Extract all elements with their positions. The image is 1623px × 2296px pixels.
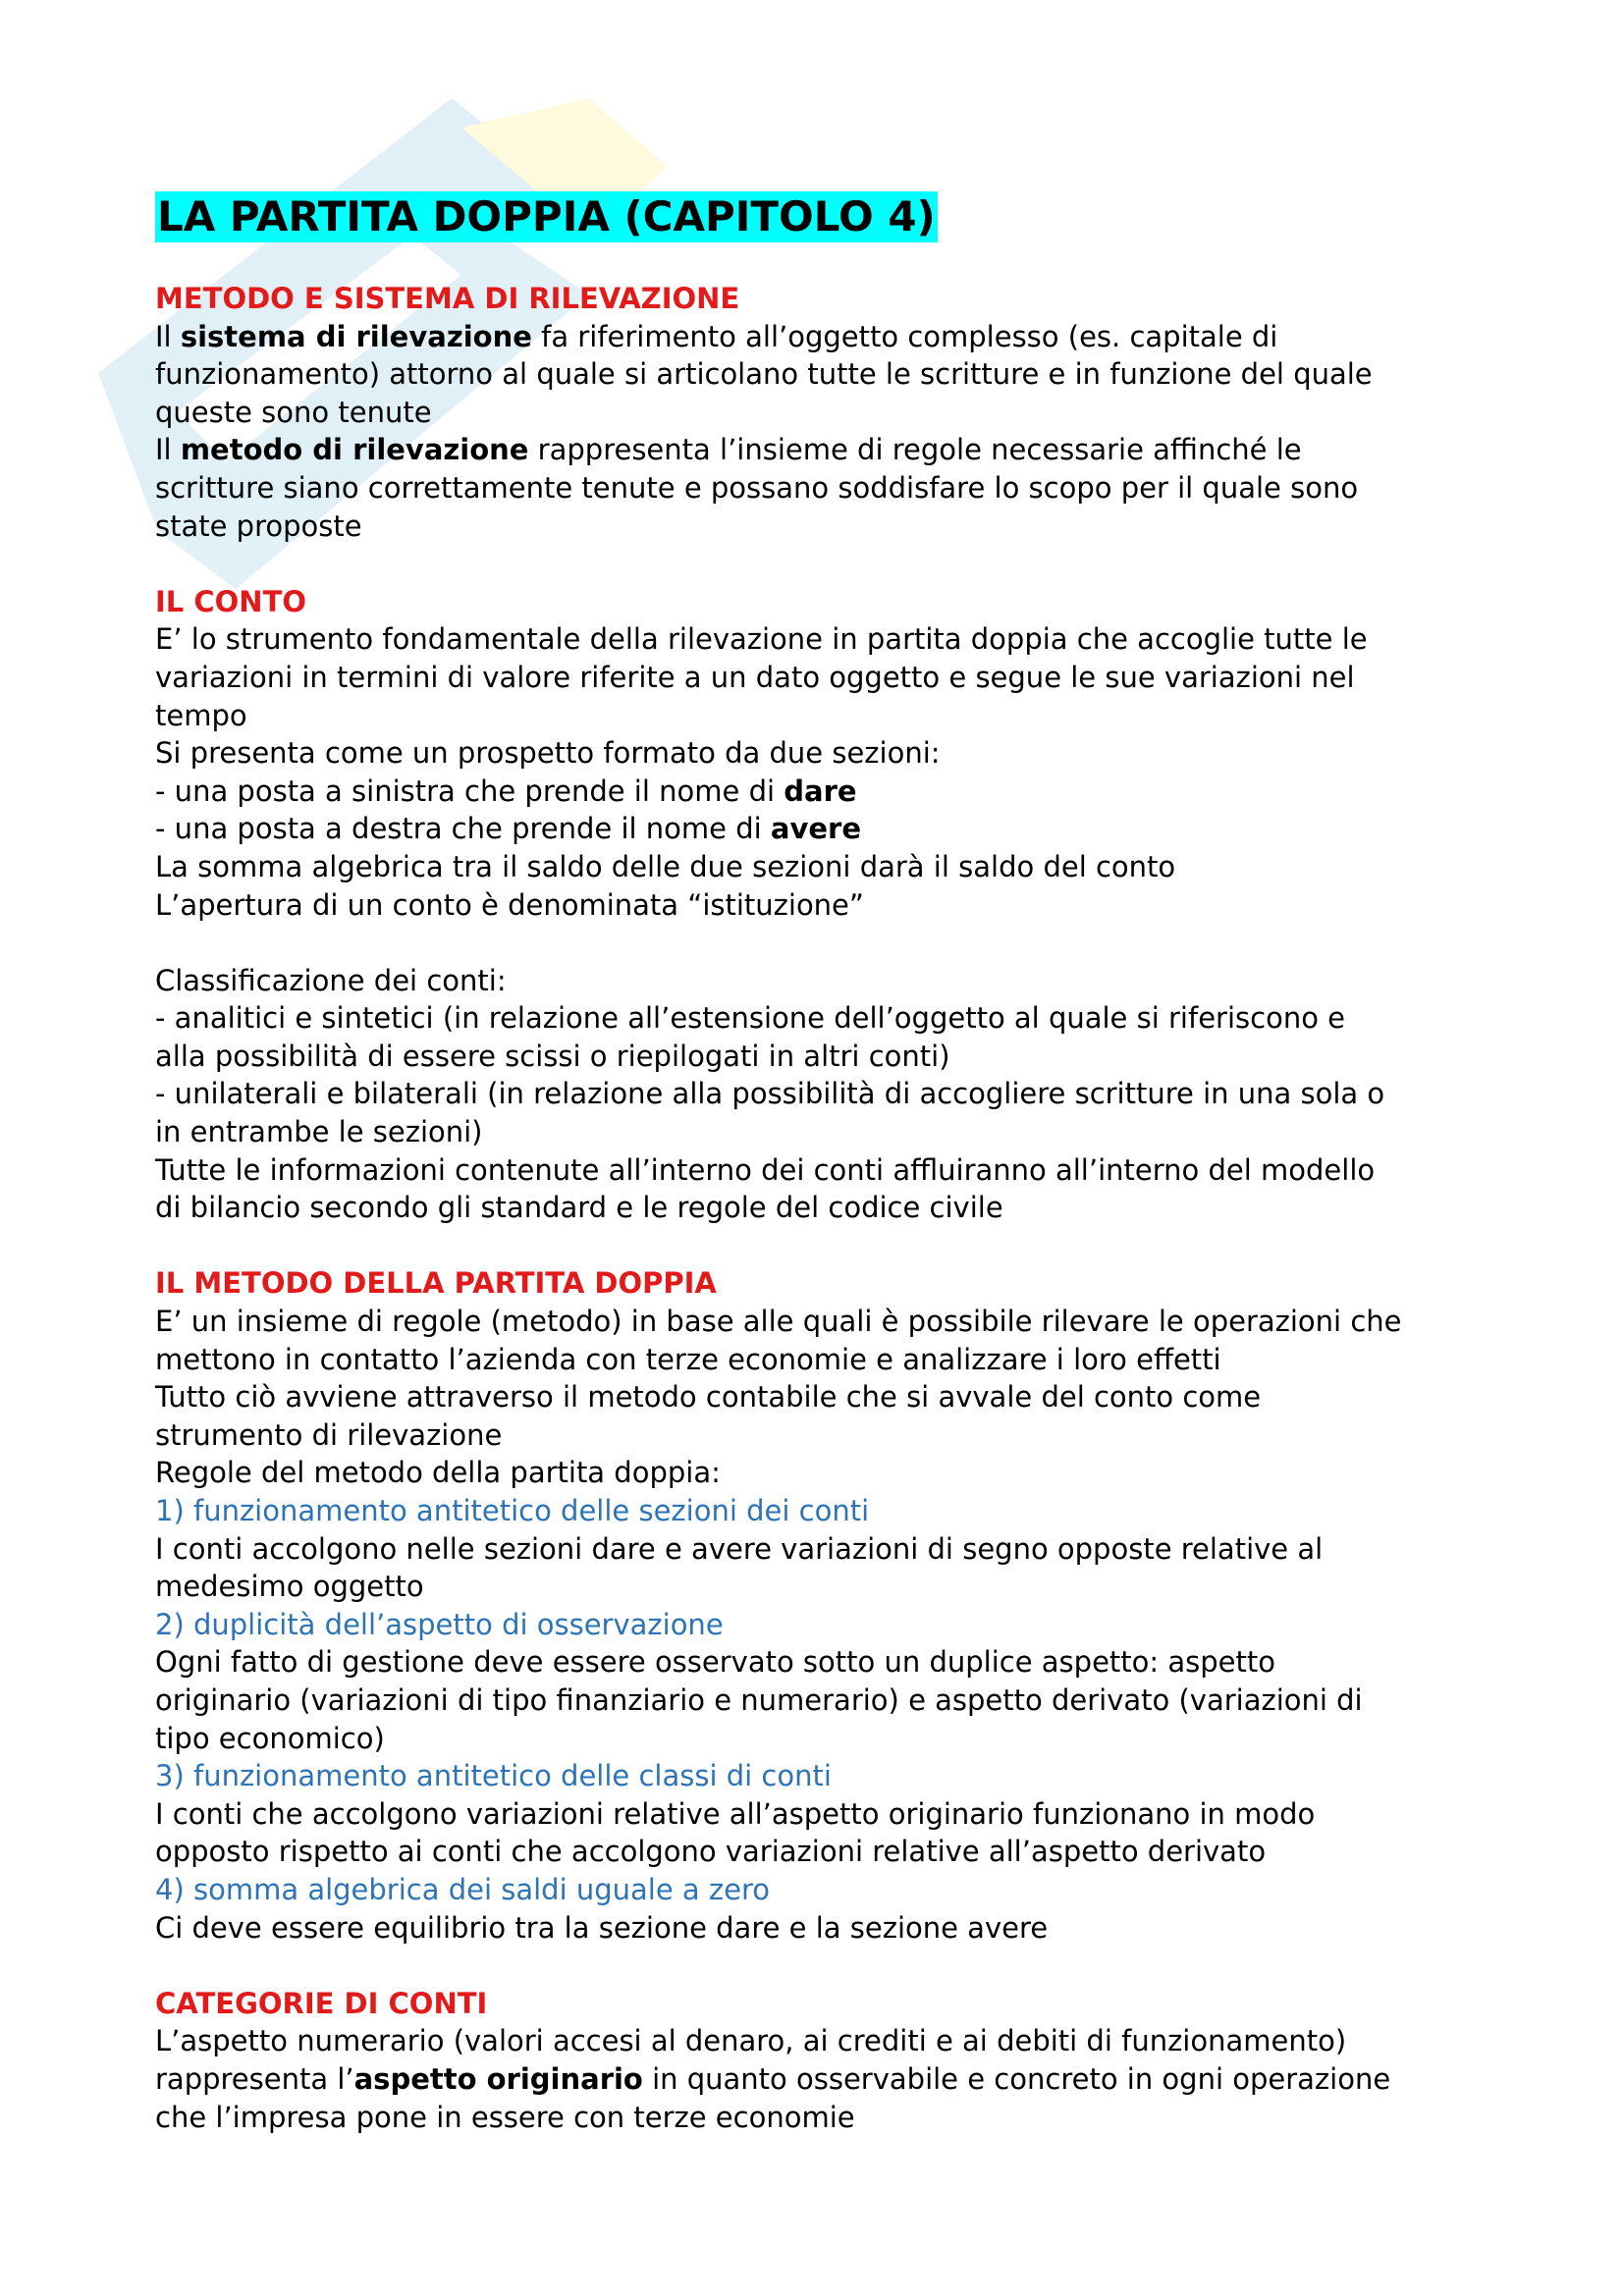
- bold-term: aspetto originario: [353, 2061, 643, 2096]
- list-item: - una posta a sinistra che prende il nome di dare: [155, 774, 857, 808]
- paragraph-line: Il sistema di rilevazione fa riferimento all’oggetto complesso (es. capitale di: [155, 319, 1278, 353]
- paragraph-line: Tutte le informazioni contenute all’interno dei conti affluiranno all’interno del modello: [155, 1152, 1376, 1187]
- paragraph-line: Regole del metodo della partita doppia:: [155, 1456, 721, 1490]
- paragraph-line: queste sono tenute: [155, 395, 432, 429]
- document-title: LA PARTITA DOPPIA (CAPITOLO 4): [157, 192, 936, 240]
- list-item: - unilaterali e bilaterali (in relazione alla possibilità di accogliere scritture in una sola o: [155, 1077, 1385, 1111]
- paragraph-line: I conti che accolgono variazioni relative all’aspetto originario funzionano in modo: [155, 1796, 1316, 1831]
- paragraph-line: Ogni fatto di gestione deve essere osservato sotto un duplice aspetto: aspetto: [155, 1645, 1275, 1680]
- paragraph-line: Si presenta come un prospetto formato da due sezioni:: [155, 736, 941, 771]
- paragraph-line: mettono in contatto l’azienda con terze economie e analizzare i loro effetti: [155, 1342, 1221, 1376]
- heading-il-conto: IL CONTO: [155, 584, 307, 618]
- rule-heading-4: 4) somma algebrica dei saldi uguale a zero: [155, 1872, 771, 1906]
- heading-categorie-conti: CATEGORIE DI CONTI: [155, 1986, 488, 2020]
- spacer: [155, 1947, 1490, 1985]
- paragraph-line: funzionamento) attorno al quale si articolano tutte le scritture e in funzione del quale: [155, 357, 1373, 392]
- heading-metodo-partita-doppia: IL METODO DELLA PARTITA DOPPIA: [155, 1266, 717, 1301]
- paragraph-line: Classificazione dei conti:: [155, 963, 507, 997]
- paragraph-line: E’ lo strumento fondamentale della rilevazione in partita doppia che accoglie tutte le: [155, 622, 1368, 657]
- paragraph-line: strumento di rilevazione: [155, 1417, 503, 1452]
- spacer: [155, 545, 1490, 583]
- heading-metodo-sistema: METODO E SISTEMA DI RILEVAZIONE: [155, 282, 740, 315]
- paragraph-line: L’apertura di un conto è denominata “istituzione”: [155, 887, 864, 922]
- paragraph-line: Tutto ciò avviene attraverso il metodo contabile che si avvale del conto come: [155, 1380, 1262, 1415]
- paragraph-line: che l’impresa pone in essere con terze economie: [155, 2100, 855, 2134]
- paragraph-line: variazioni in termini di valore riferite a un dato oggetto e segue le sue variazioni nel: [155, 660, 1355, 694]
- paragraph-line: La somma algebrica tra il saldo delle due sezioni darà il saldo del conto: [155, 849, 1176, 883]
- paragraph-line: scritture siano correttamente tenute e possano soddisfare lo scopo per il quale sono: [155, 470, 1359, 505]
- paragraph-line: alla possibilità di essere scissi o riepilogati in altri conti): [155, 1039, 950, 1073]
- paragraph-line: di bilancio secondo gli standard e le regole del codice civile: [155, 1191, 1003, 1225]
- paragraph-line: Il metodo di rilevazione rappresenta l’insieme di regole necessarie affinché le: [155, 433, 1302, 467]
- list-item: - analitici e sintetici (in relazione all’estensione dell’oggetto al quale si riferiscono e: [155, 1001, 1345, 1036]
- paragraph-line: I conti accolgono nelle sezioni dare e avere variazioni di segno opposte relative al: [155, 1531, 1324, 1566]
- bold-term: dare: [784, 774, 857, 808]
- spacer: [155, 1227, 1490, 1265]
- paragraph-line: tipo economico): [155, 1721, 385, 1755]
- paragraph-line: originario (variazioni di tipo finanziario e numerario) e aspetto derivato (variazioni di: [155, 1682, 1363, 1717]
- rule-heading-1: 1) funzionamento antitetico delle sezioni dei conti: [155, 1494, 870, 1527]
- bold-term: metodo di rilevazione: [180, 433, 529, 467]
- paragraph-line: opposto rispetto ai conti che accolgono variazioni relative all’aspetto derivato: [155, 1835, 1267, 1869]
- paragraph-line: tempo: [155, 698, 247, 732]
- paragraph-line: in entrambe le sezioni): [155, 1115, 483, 1149]
- rule-heading-3: 3) funzionamento antitetico delle classi di conti: [155, 1759, 832, 1793]
- paragraph-line: state proposte: [155, 508, 362, 543]
- paragraph-line: medesimo oggetto: [155, 1570, 424, 1604]
- document-body: [155, 191, 1490, 2136]
- paragraph-line: Ci deve essere equilibrio tra la sezione dare e la sezione avere: [155, 1910, 1049, 1945]
- bold-term: avere: [770, 812, 862, 846]
- bold-term: sistema di rilevazione: [180, 319, 532, 353]
- paragraph-line: rappresenta l’aspetto originario in quanto osservabile e concreto in ogni operazione: [155, 2061, 1391, 2096]
- paragraph-line: L’aspetto numerario (valori accesi al denaro, ai crediti e ai debiti di funzionamento): [155, 2024, 1347, 2058]
- rule-heading-2: 2) duplicità dell’aspetto di osservazione: [155, 1607, 724, 1641]
- paragraph-line: E’ un insieme di regole (metodo) in base alle quali è possibile rilevare le operazioni che: [155, 1305, 1402, 1339]
- spacer: [155, 924, 1490, 962]
- list-item: - una posta a destra che prende il nome di avere: [155, 812, 862, 846]
